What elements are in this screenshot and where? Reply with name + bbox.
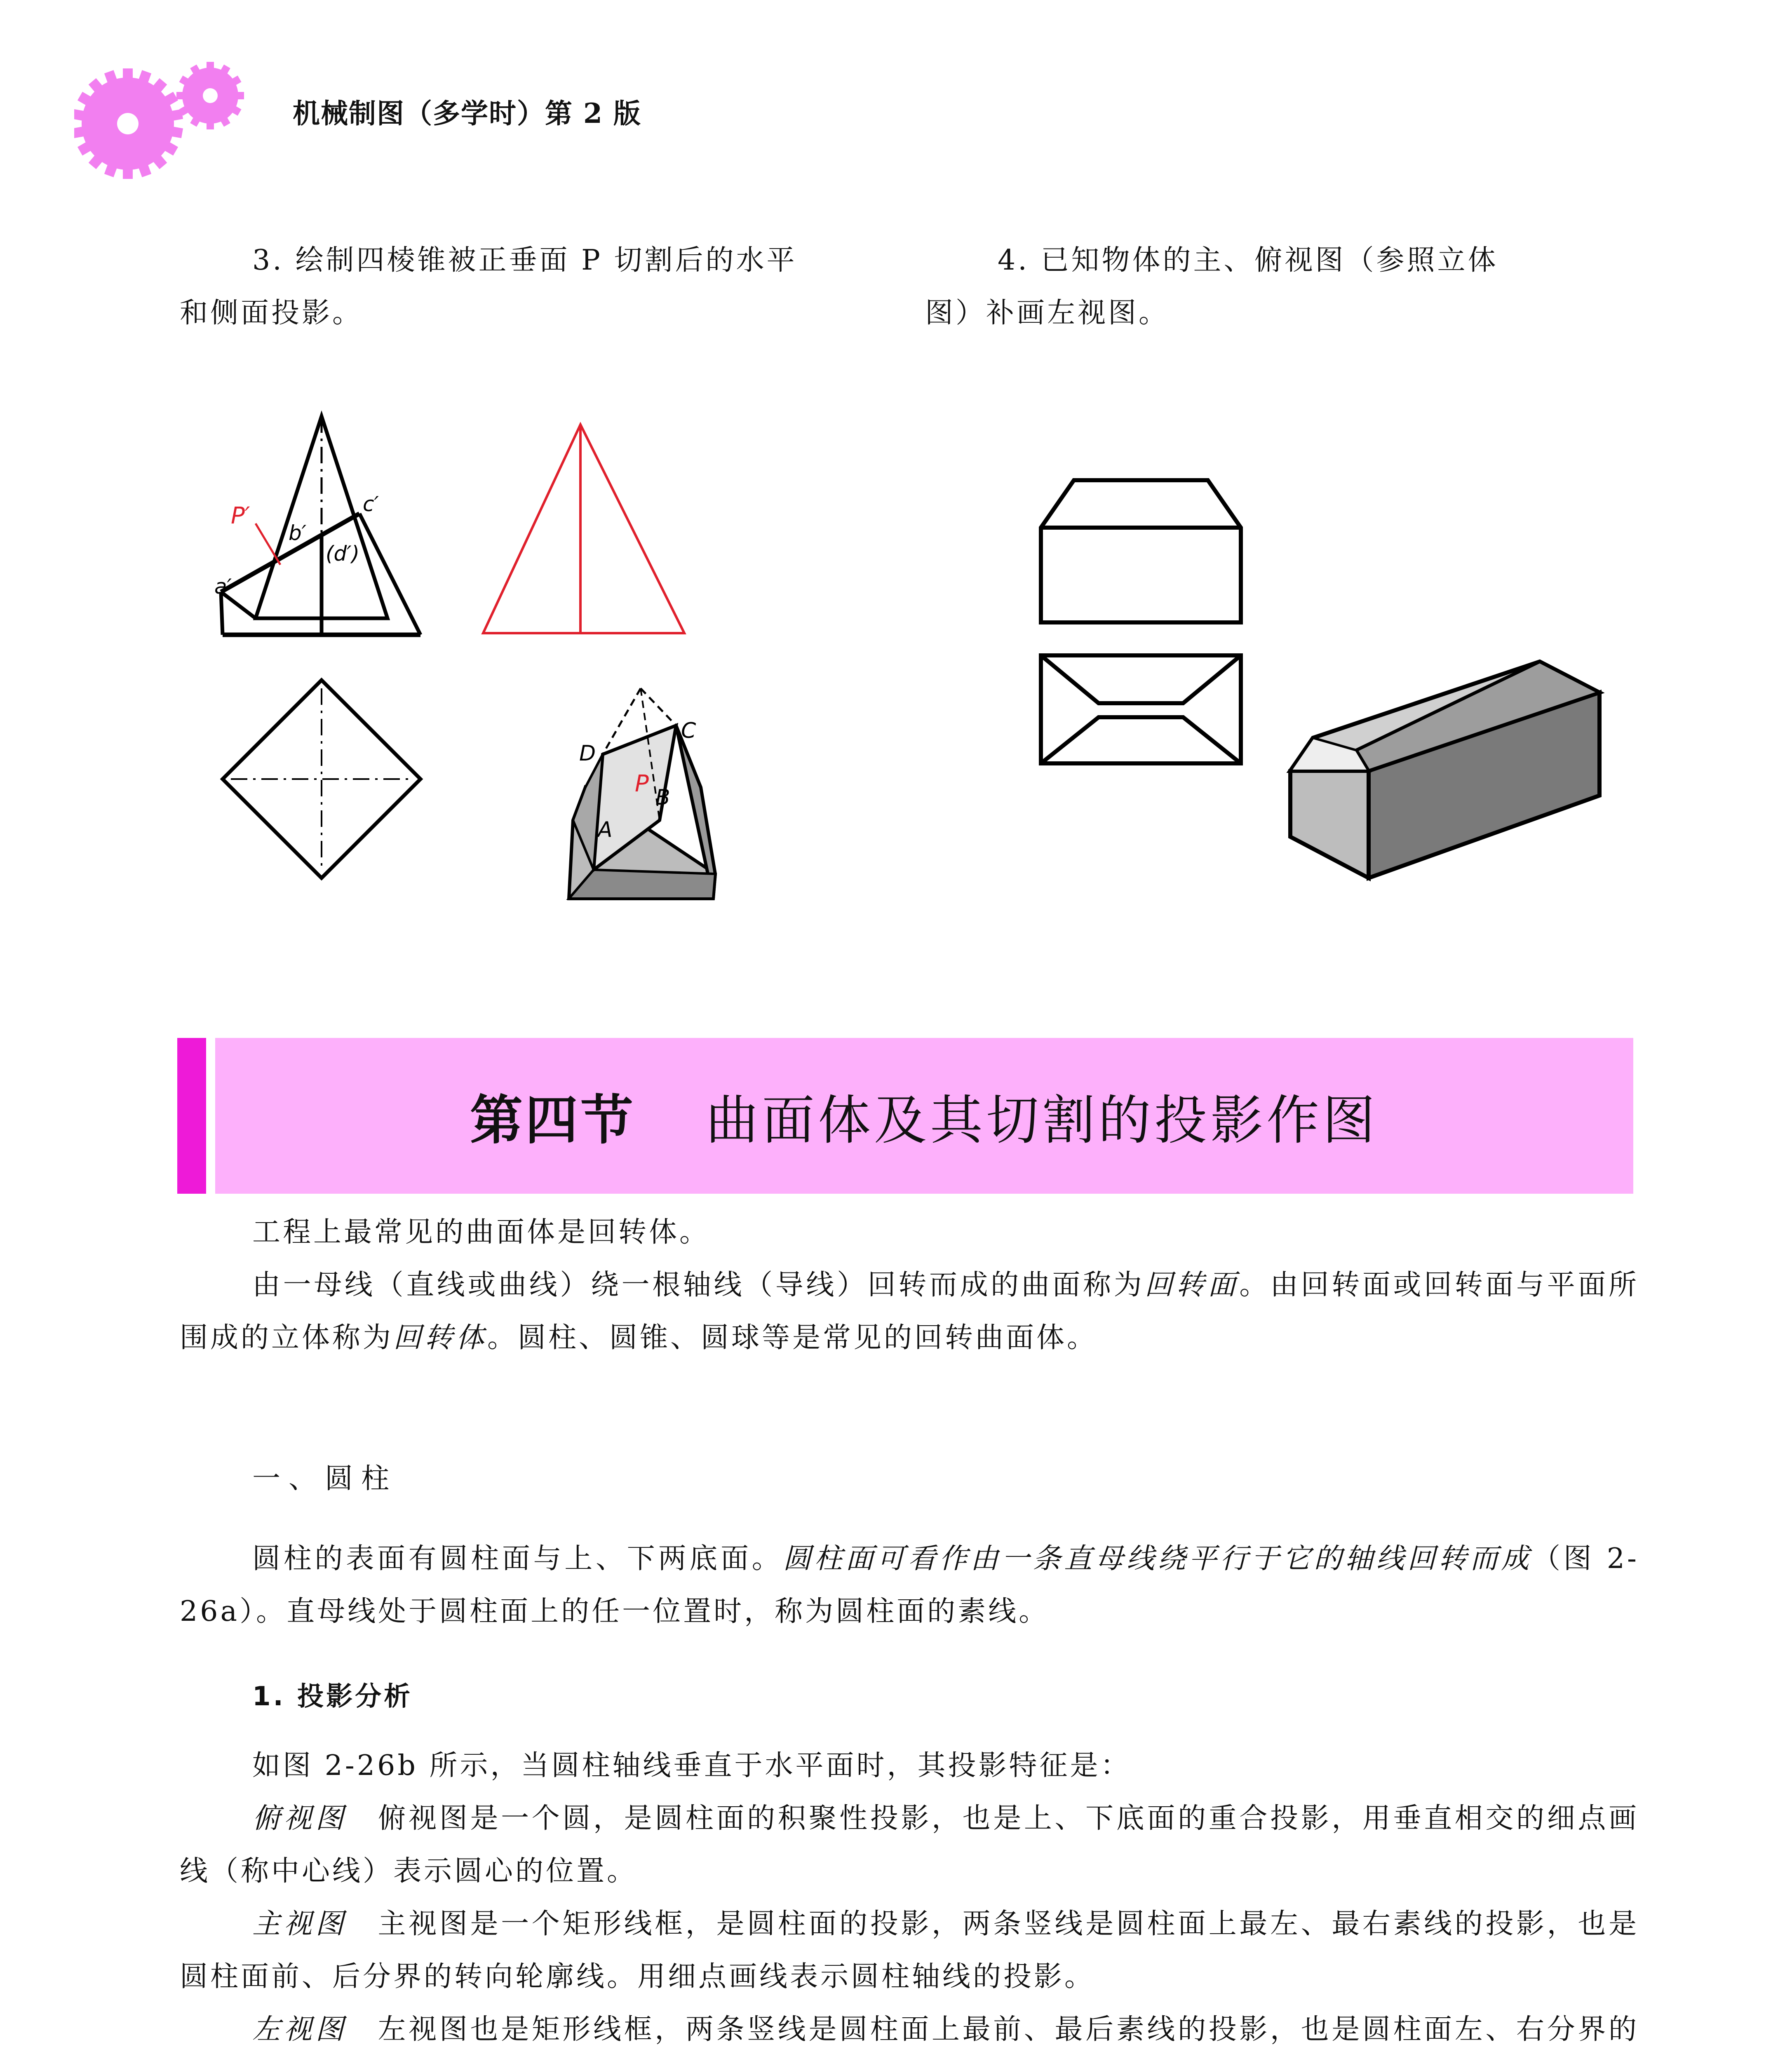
- label-d-prime: (d′): [326, 542, 360, 566]
- truncated-pyramid-3d: [569, 688, 715, 899]
- left-view-text: 左视图也是矩形线框，两条竖线是圆柱面上最前、最后素线的投影，也是圆柱面左、右分界的: [378, 2013, 1639, 2046]
- label-a-prime: a′: [214, 575, 232, 599]
- label-p-prime: P′: [231, 502, 250, 529]
- section-title: 曲面体及其切割的投影作图: [706, 1090, 1379, 1151]
- section-heading: [215, 1038, 1633, 1194]
- term-front-view: 主视图: [252, 1908, 347, 1940]
- cylinder-p1-italic: 圆柱面可看作由一条直母线绕平行于它的轴线回转而成: [783, 1542, 1532, 1575]
- label-c-prime: c′: [363, 492, 379, 516]
- term-left-view: 左视图: [252, 2013, 347, 2046]
- exercise-4-line-1: 4. 已知物体的主、俯视图（参照立体: [998, 244, 1498, 277]
- front-view-text: 主视图是一个矩形线框，是圆柱面的投影，两条竖线是圆柱面上最左、最右素线的投影，也是圆柱面前、后分界的转向轮廓线。用细点画线表示圆柱轴线的投影。: [180, 1908, 1639, 1993]
- analysis-front-view: [180, 1898, 1639, 2003]
- cylinder-paragraph-text: [180, 1533, 1639, 1638]
- top-view-text: 俯视图是一个圆，是圆柱面的积聚性投影，也是上、下底面的重合投影，用垂直相交的细点画线（称中心线）表示圆心的位置。: [180, 1802, 1639, 1887]
- term-revolving-body: 回转体: [393, 1322, 488, 1354]
- cylinder-p1-part-a: 圆柱的表面有圆柱面与上、下两底面。: [252, 1542, 783, 1575]
- exercise-3-line-1: 3. 绘制四棱锥被正垂面 P 切割后的水平: [252, 244, 797, 277]
- intro-p2-part-a: 由一母线（直线或曲线）绕一根轴线（导线）回转而成的曲面称为: [252, 1269, 1145, 1301]
- label-C: C: [681, 718, 696, 743]
- intro-paragraph-1: 工程上最常见的曲面体是回转体。: [252, 1216, 710, 1249]
- pyramid-top-view: [223, 680, 420, 878]
- term-revolving-surface: 回转面: [1144, 1269, 1240, 1301]
- label-D: D: [579, 741, 596, 766]
- cylinder-p1-part-b: （图 2-26a）。直母线处于圆柱面上的任一位置时，称为圆柱面的素线。: [180, 1542, 1639, 1628]
- pyramid-front-view: [214, 416, 420, 635]
- pyramid-side-view-red: [483, 425, 684, 633]
- intro-paragraph-2: [180, 1259, 1639, 1364]
- analysis-top-view: [180, 1792, 1639, 1898]
- intro-p2-part-b: 。由回转面或回转面与平面所围成的立体称为: [180, 1269, 1639, 1354]
- label-b-prime: b′: [289, 521, 307, 545]
- exercise-4-line-2: 图）补画左视图。: [925, 297, 1170, 329]
- intro-text: [180, 1206, 1639, 1364]
- section-banner-accent: [177, 1038, 206, 1194]
- subsection-cylinder-title: 一、圆柱: [252, 1462, 398, 1495]
- label-P: P: [635, 770, 649, 797]
- object-top-view: [1041, 655, 1241, 763]
- exercise-3-figures: [0, 0, 907, 948]
- analysis-left-view: [180, 2003, 1639, 2061]
- exercise-3-line-2: 和侧面投影。: [180, 297, 363, 329]
- analysis-intro: 如图 2-26b 所示，当圆柱轴线垂直于水平面时，其投影特征是：: [252, 1749, 1131, 1782]
- book-title: 机械制图（多学时）第 2 版: [293, 97, 641, 129]
- analysis-text: [180, 1739, 1639, 2061]
- term-top-view: 俯视图: [252, 1802, 347, 1835]
- analysis-heading: 1. 投影分析: [252, 1681, 413, 1712]
- cylinder-paragraph: [180, 1533, 1639, 1638]
- label-B: B: [655, 785, 670, 810]
- section-label: 第四节: [470, 1090, 636, 1151]
- intro-p2-part-c: 。圆柱、圆锥、圆球等是常见的回转曲面体。: [487, 1322, 1098, 1354]
- label-A: A: [598, 817, 613, 842]
- object-front-view: [1041, 480, 1241, 622]
- object-3d-view: [1290, 662, 1599, 878]
- exercise-4-text: [925, 234, 1638, 340]
- exercise-4-figures: [989, 453, 1649, 907]
